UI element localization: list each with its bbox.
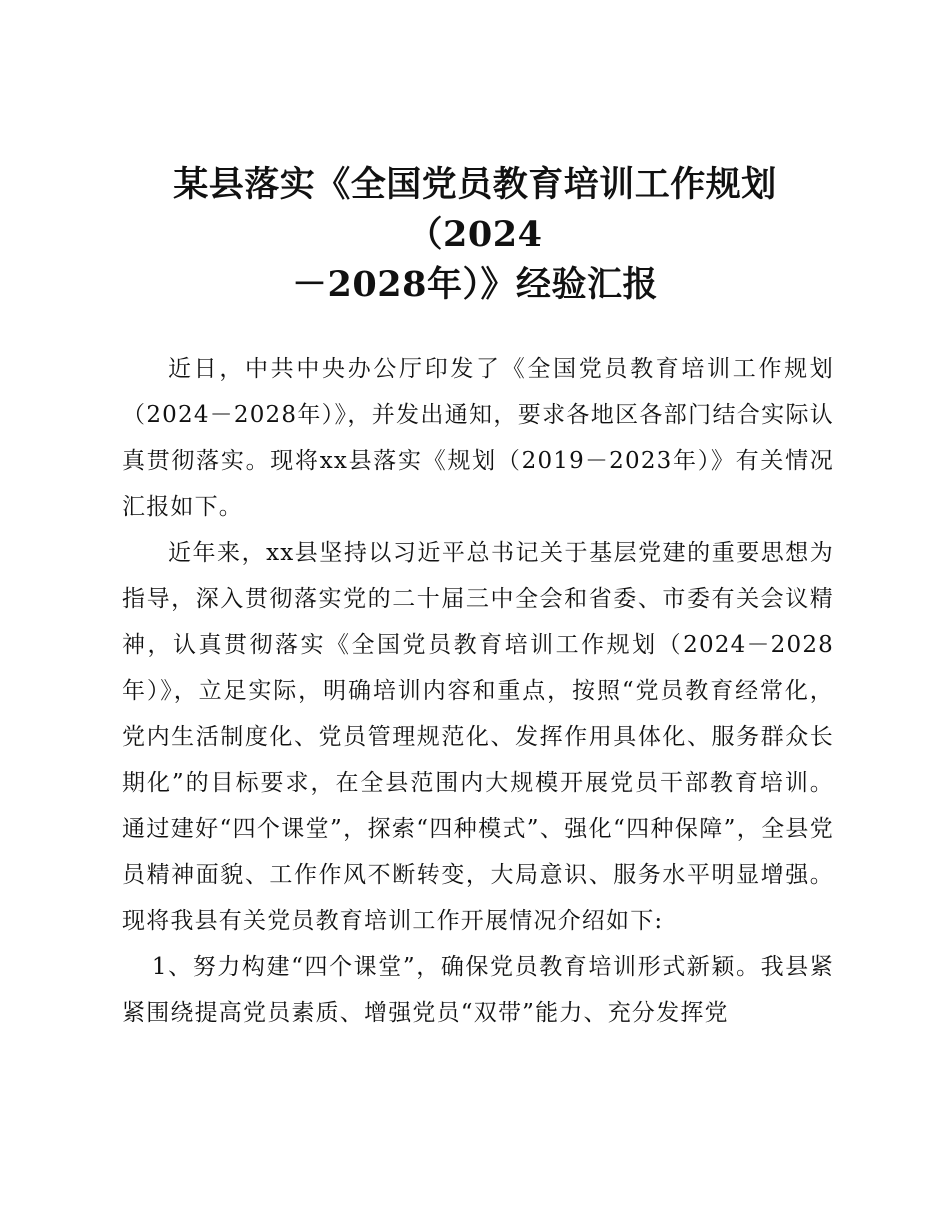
title-line-1: 某县落实《全国党员教育培训工作规划（2024 (173, 164, 777, 255)
paragraph-intro: 近日，中共中央办公厅印发了《全国党员教育培训工作规划（2024－2028年）》，并发出通知，要求各地区各部门结合实际认真贯彻落实。现将xx县落实《规划（2019－2023年）》有关情况汇报如下。 (122, 356, 834, 520)
paragraph-item-1: 1、努力构建“四个课堂”，确保党员教育培训形式新颖。我县紧紧围绕提高党员素质、增强党员“双带”能力、充分发挥党 (122, 954, 834, 1026)
paragraph-background: 近年来，xx县坚持以习近平总书记关于基层党建的重要思想为指导，深入贯彻落实党的二十届三中全会和省委、市委有关会议精神，认真贯彻落实《全国党员教育培训工作规划（2024－2028年）》，立足实际，明确培训内容和重点，按照“党员教育经常化，党内生活制度化、党员管理规范化、发挥作用具体化、服务群众长期化”的目标要求，在全县范围内大规模开展党员干部教育培训。通过建好“四个课堂”，探索“四种模式”、强化“四种保障”，全县党员精神面貌、工作作风不断转变，大局意识、服务水平明显增强。现将我县有关党员教育培训工作开展情况介绍如下: (122, 540, 834, 934)
title-line-2: －2028年）》经验汇报 (292, 264, 658, 305)
document-body (122, 346, 834, 1036)
document-title (110, 160, 840, 310)
